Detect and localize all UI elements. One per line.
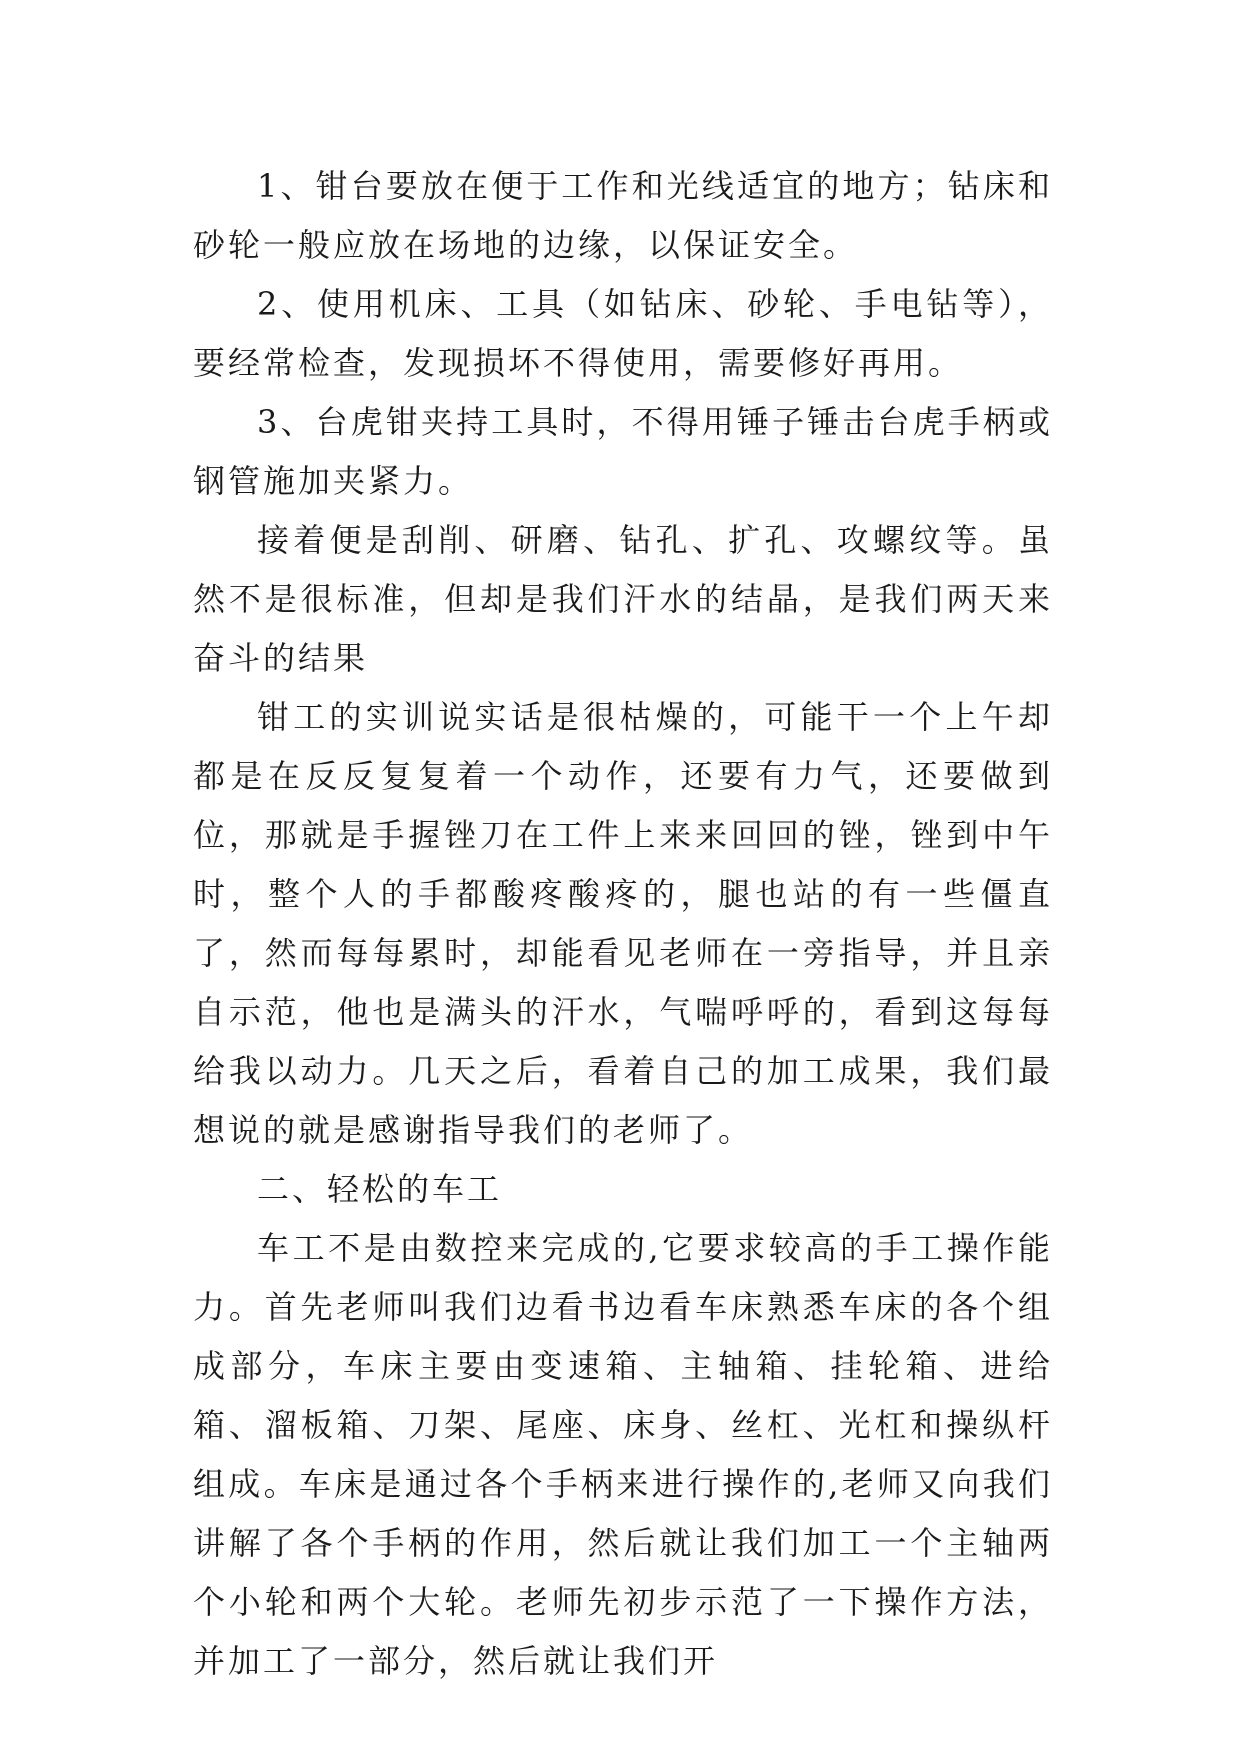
paragraph-safety-rule-2: 2、使用机床、工具（如钻床、砂轮、手电钻等），要经常检查，发现损坏不得使用，需要修好再用。 <box>193 285 1053 382</box>
paragraph-safety-rule-3: 3、台虎钳夹持工具时，不得用锤子锤击台虎手柄或钢管施加夹紧力。 <box>193 403 1053 500</box>
section-heading-lathe: 二、轻松的车工 <box>257 1170 503 1208</box>
paragraph-processes: 接着便是刮削、研磨、钻孔、扩孔、攻螺纹等。虽然不是很标准，但却是我们汗水的结晶，是我们两天来奋斗的结果 <box>193 521 1053 677</box>
paragraph-fitter-experience: 钳工的实训说实话是很枯燥的，可能干一个上午却都是在反反复复着一个动作，还要有力气，还要做到位，那就是手握锉刀在工件上来来回回的锉，锉到中午时，整个人的手都酸疼酸疼的，腿也站的有一些僵直了，然而每每累时，却能看见老师在一旁指导，并且亲自示范，他也是满头的汗水，气喘呼呼的，看到这每每给我以动力。几天之后，看着自己的加工成果，我们最想说的就是感谢指导我们的老师了。 <box>193 698 1053 1149</box>
paragraph-lathe-work: 车工不是由数控来完成的,它要求较高的手工操作能力。首先老师叫我们边看书边看车床熟悉车床的各个组成部分，车床主要由变速箱、主轴箱、挂轮箱、进给箱、溜板箱、刀架、尾座、床身、丝杠、光杠和操纵杆组成。车床是通过各个手柄来进行操作的,老师又向我们讲解了各个手柄的作用，然后就让我们加工一个主轴两个小轮和两个大轮。老师先初步示范了一下操作方法，并加工了一部分，然后就让我们开 <box>193 1229 1053 1680</box>
document-body <box>193 157 1053 1691</box>
paragraph-safety-rule-1: 1、钳台要放在便于工作和光线适宜的地方；钻床和砂轮一般应放在场地的边缘，以保证安全。 <box>193 167 1053 264</box>
